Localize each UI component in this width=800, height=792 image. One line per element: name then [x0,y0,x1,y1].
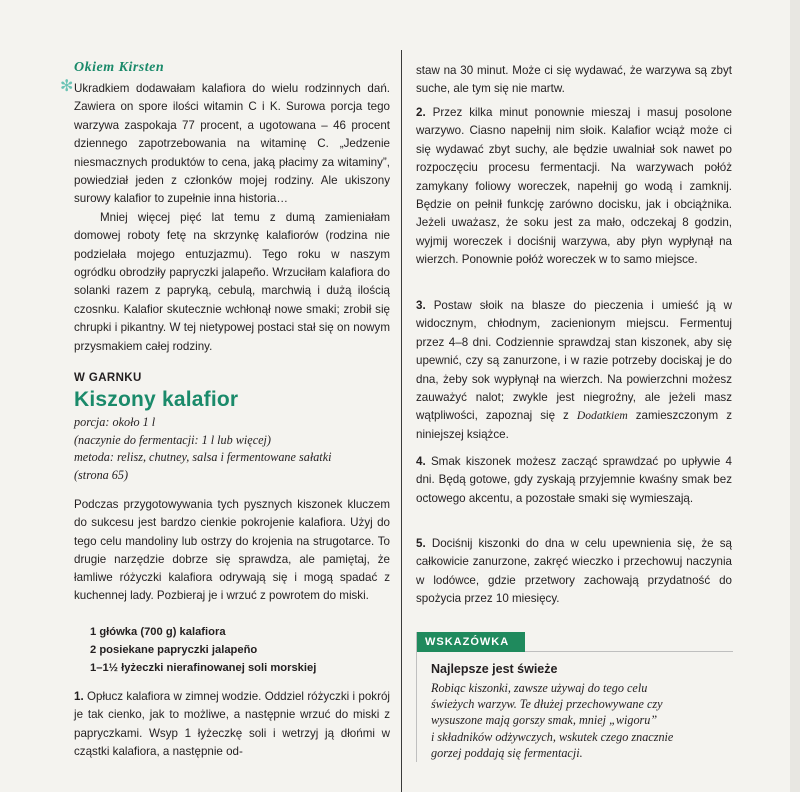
ingredient-item: 1–1½ łyżeczki nierafinowanej soli morskiej [90,662,317,674]
step-3 [416,297,732,444]
kirsten-note [74,80,390,356]
snowflake-icon: ✻ [60,78,74,95]
tip-tag: WSKAZÓWKA [417,632,525,652]
step-2 [416,104,732,270]
page-edge [790,0,800,792]
section-label: W GARNKU [74,372,142,384]
step-number: 5. [416,537,426,550]
step-number: 4. [416,455,426,468]
step-text: Smak kiszonek możesz zacząć sprawdzać po upływie 4 dni. Będą gotowe, gdy zyskają przyjemnie kwaśny smak bez octowego akcentu, a pozostałe smaki się wymieszają. [416,455,732,505]
ingredient-item: 2 posiekane papryczki jalapeño [90,644,258,656]
tip-box [416,632,733,762]
recipe-title: Kiszony kalafior [74,388,239,411]
step-1-continued: staw na 30 minut. Może ci się wydawać, że warzywa są zbyt suche, ale tym się nie martw. [416,64,732,96]
recipe-vessel: (naczynie do fermentacji: 1 l lub więcej) [74,432,271,447]
appendix-reference: Dodatkiem [576,409,628,423]
tip-title: Najlepsze jest świeże [431,662,558,676]
step-text: Dociśnij kiszonki do dna w celu upewnienia się, że są całkowicie zanurzone, zakręć wieczko i przechowuj naczynia w lodówce, gdzie przetwory zachowają przydatność do spożycia przez 10 miesięcy. [416,537,732,606]
step-text: Opłucz kalafiora w zimnej wodzie. Oddziel różyczki i pokrój je tak cienko, jak to możliwe, a następnie wrzuć do miski z papryczkami. Wsyp 1 łyżeczkę soli i wetrzyj ją dłońmi w cząstki kalafiora, a następnie od- [74,690,390,759]
sidebar-title: Okiem Kirsten [74,60,165,75]
ingredient-list [90,623,316,677]
recipe-yield: porcja: około 1 l [74,415,156,429]
step-1 [74,688,390,762]
column-divider [401,50,402,792]
tip-line: Robiąc kiszonki, zawsze używaj do tego celu [431,681,648,695]
tip-text [431,680,731,761]
step-4 [416,453,732,508]
tip-line: i składników odżywczych, wskutek czego znacznie [431,729,674,744]
step-number: 2. [416,106,426,119]
kirsten-paragraph-2: Mniej więcej pięć lat temu z dumą zamieniałam domowej roboty fetę na skrzynkę kalafiorów (rodzina nie podzielała mojego entuzjazmu). Tego roku w naszym ogródku obrodziły papryczki jalapeño. Wrzuciłam kalafiora do solanki razem z papryką, cebulą, marchwią i dużą ilością czosnku. Kalafior skutecznie wchłonął nowe smaki; zrobił się chrupki i pikantny. W tej nietypowej postaci stał się on nowym przysmakiem całej rodziny. [74,210,390,353]
step-text: zamieszczonym z niniejszej książce. [416,409,732,441]
step-text: Przez kilka minut ponownie mieszaj i masuj posolone warzywo. Ciasno napełnij nim słoik. Kalafior wciąż może ci się wydawać zbyt suchy, ale będzie uwalniał sok nawet po rozpoczęciu procesu fermentacji. Na warzywach połóż zamykany foliowy woreczek, napełnij go wodą i zamknij. Będzie on pełnił funkcję zarówno docisku, jak i obciążnika. Jeżeli uważasz, że soku jest za mało, odczekaj 8 godzin, wyjmij woreczek i dociśnij warzywa, aby płyn wypłynął na wierzch. Ponownie połóż woreczek w to samo miejsce. [416,106,732,267]
step-number: 3. [416,299,426,312]
tip-line: świeżych warzyw. Te dłużej przechowywane czy [431,697,663,712]
tip-line: gorzej poddają się fermentacji. [431,745,583,760]
step-5 [416,535,732,609]
recipe-intro: Podczas przygotowywania tych pysznych kiszonek kluczem do sukcesu jest bardzo cienkie pokrojenie kalafiora. Użyj do tego celu mandoliny lub ostrzy do krojenia na strugotarce. To drugie narzędzie dobrze się sprawdza, ale pamiętaj, że łamliwe różyczki kalafiora odrywają się i mogą spadać z kuchennej lady. Pozbieraj je i wrzuć z powrotem do miski. [74,498,390,603]
kirsten-paragraph-1: Ukradkiem dodawałam kalafiora do wielu rodzinnych dań. Zawiera on spore ilości witamin C i K. Surowa porcja tego warzywa zaspokaja 77 procent, a ugotowana – 46 procent dziennego zapotrzebowania na witaminę C. „Jedzenie niesmacznych produktów to cena, jaką płacimy za witaminy”, powiedział jeden z członków mojej rodziny. Ale ukiszony surowy kalafior to zupełnie inna historia… [74,82,390,206]
recipe-page-ref: (strona 65) [74,467,129,482]
tip-line: wysuszone mają gorszy smak, mniej „wigoru” [431,713,658,728]
step-number: 1. [74,690,84,703]
recipe-method: metoda: relisz, chutney, salsa i fermentowane sałatki [74,450,332,465]
step-text: Postaw słoik na blasze do pieczenia i umieść ją w widocznym, chłodnym, zacienionym miejscu. Fermentuj przez 4–8 dni. Codziennie sprawdzaj stan kiszonek, aby się upewnić, czy są zanurzone, i w razie potrzeby dociskaj je do dna, żeby sok wypłynął na wierzch. Na powierzchni możesz zauważyć nalot; zwykle jest niegroźny, ale jeżeli masz wątpliwości, zapoznaj się z [416,299,732,423]
recipe-meta [74,414,390,484]
ingredient-item: 1 główka (700 g) kalafiora [90,626,226,638]
